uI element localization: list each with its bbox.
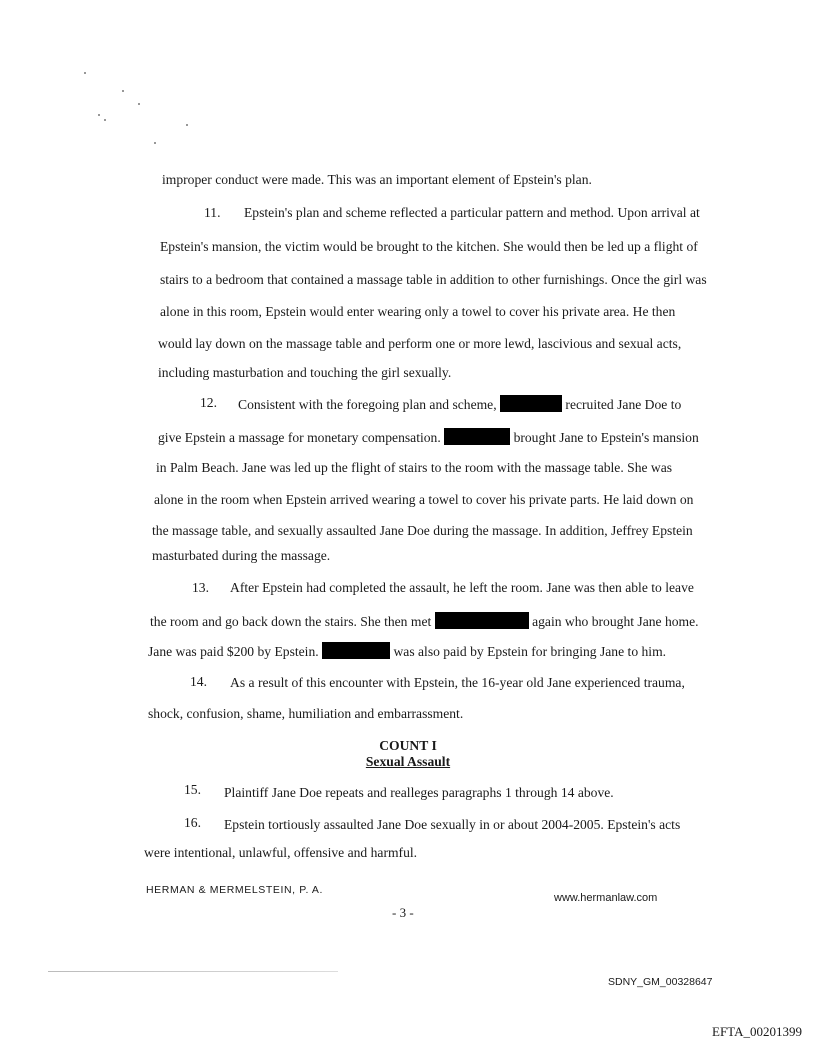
scan-speck <box>98 114 100 116</box>
body-line <box>238 395 681 413</box>
scan-speck <box>122 90 124 92</box>
body-line: the massage table, and sexually assaulted Jane Doe during the massage. In addition, Jeffrey Epstein <box>152 523 693 538</box>
divider-line <box>48 971 338 972</box>
redaction-box <box>435 612 529 629</box>
body-line: would lay down on the massage table and perform one or more lewd, lascivious and sexual acts, <box>158 336 682 351</box>
body-line: As a result of this encounter with Epstein, the 16-year old Jane experienced trauma, <box>230 675 685 690</box>
body-line: were intentional, unlawful, offensive and harmful. <box>144 845 418 860</box>
body-text: again who brought Jane home. <box>532 614 699 629</box>
body-line: shock, confusion, shame, humiliation and embarrassment. <box>148 706 464 721</box>
scan-speck <box>104 119 106 121</box>
scan-speck <box>84 72 86 74</box>
body-line: in Palm Beach. Jane was led up the flight of stairs to the room with the massage table. She was <box>156 460 673 475</box>
body-line: Plaintiff Jane Doe repeats and realleges paragraphs 1 through 14 above. <box>224 785 614 800</box>
body-line: masturbated during the massage. <box>152 548 331 563</box>
redaction-box <box>322 642 390 659</box>
body-line: Epstein's mansion, the victim would be brought to the kitchen. She would then be led up a flight of <box>160 239 698 254</box>
body-line: Epstein tortiously assaulted Jane Doe sexually in or about 2004-2005. Epstein's acts <box>224 817 681 832</box>
redaction-box <box>444 428 510 445</box>
body-text: brought Jane to Epstein's mansion <box>513 430 699 445</box>
paragraph-number: 14. <box>190 674 207 689</box>
body-line: including masturbation and touching the girl sexually. <box>158 365 452 380</box>
body-line: alone in this room, Epstein would enter wearing only a towel to cover his private area. He then <box>160 304 676 319</box>
body-line <box>150 612 699 630</box>
body-line <box>158 428 699 446</box>
page-number: - 3 - <box>392 905 414 920</box>
paragraph-number: 13. <box>192 580 209 595</box>
body-line: stairs to a bedroom that contained a massage table in addition to other furnishings. Once the girl was <box>160 272 707 287</box>
body-text: the room and go back down the stairs. She then met <box>150 614 432 629</box>
body-text: Jane was paid $200 by Epstein. <box>148 644 319 659</box>
body-text: recruited Jane Doe to <box>565 397 682 412</box>
body-line: After Epstein had completed the assault, he left the room. Jane was then able to leave <box>230 580 694 595</box>
body-text: give Epstein a massage for monetary compensation. <box>158 430 441 445</box>
redaction-box <box>500 395 562 412</box>
scan-speck <box>154 142 156 144</box>
scan-speck <box>186 124 188 126</box>
firm-website: www.hermanlaw.com <box>554 892 658 904</box>
body-line: alone in the room when Epstein arrived wearing a towel to cover his private parts. He laid down on <box>154 492 694 507</box>
count-heading: COUNT I <box>379 738 437 753</box>
scan-speck <box>138 103 140 105</box>
bates-number: SDNY_GM_00328647 <box>608 976 713 988</box>
efta-number: EFTA_00201399 <box>712 1024 802 1039</box>
paragraph-number: 11. <box>204 205 221 220</box>
body-line: Epstein's plan and scheme reflected a particular pattern and method. Upon arrival at <box>244 205 700 220</box>
count-subheading: Sexual Assault <box>365 754 451 769</box>
firm-name: HERMAN & MERMELSTEIN, P. A. <box>146 884 324 896</box>
body-text: was also paid by Epstein for bringing Jane to him. <box>393 644 667 659</box>
body-text: Consistent with the foregoing plan and scheme, <box>238 397 497 412</box>
paragraph-number: 12. <box>200 395 217 410</box>
paragraph-number: 16. <box>184 815 201 830</box>
body-line: improper conduct were made. This was an important element of Epstein's plan. <box>162 172 592 187</box>
body-line <box>148 642 666 660</box>
paragraph-number: 15. <box>184 782 201 797</box>
